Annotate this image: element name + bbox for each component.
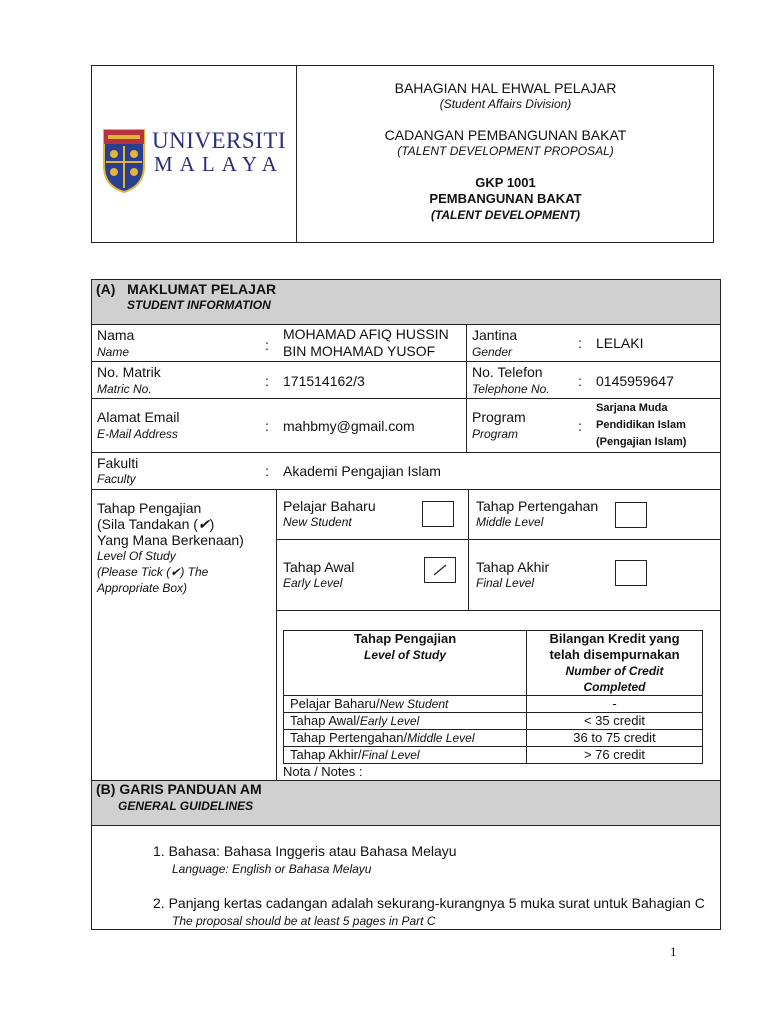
row-line (92, 398, 720, 399)
logo-line1: UNIVERSITI (152, 128, 287, 153)
colon: : (265, 337, 269, 353)
row-level-en: New Student (379, 697, 449, 711)
guideline-text: Panjang kertas cadangan adalah sekurang-kurangnya 5 muka surat untuk Bahagian C (168, 895, 705, 911)
row-line (92, 452, 720, 453)
row-level-en: Early Level (359, 714, 420, 728)
guideline-text: Bahasa: Bahasa Inggeris atau Bahasa Melayu (168, 843, 457, 859)
colon: : (265, 463, 269, 479)
guideline-item-2 (153, 895, 705, 911)
option-early-label: Tahap Awal (283, 559, 355, 575)
gender-label: Jantina (472, 327, 518, 343)
level-label-my3: Yang Mana Berkenaan) (97, 532, 244, 548)
level-label-my1: Tahap Pengajian (97, 500, 202, 516)
option-middle-label-en: Middle Level (476, 515, 544, 529)
col1-title: Tahap Pengajian (353, 631, 457, 646)
level-label (97, 500, 273, 596)
row-credit: - (527, 696, 703, 713)
matric-label: No. Matrik (97, 364, 161, 380)
col-line (466, 324, 467, 452)
level-label-my2-end: ) (209, 516, 215, 532)
row-credit: < 35 credit (527, 713, 703, 730)
program-value[interactable] (596, 400, 686, 451)
row-credit: > 76 credit (527, 747, 703, 764)
gender-value[interactable]: LELAKI (596, 335, 644, 351)
name-value-line2[interactable]: BIN MOHAMAD YUSOF (283, 343, 436, 359)
option-final-label-en: Final Level (476, 576, 535, 590)
division-my: BAHAGIAN HAL EHWAL PELAJAR (394, 80, 617, 96)
matric-value[interactable]: 171514162/3 (283, 373, 365, 389)
gender-label-en: Gender (472, 345, 513, 359)
tick-icon: ✔ (197, 516, 210, 532)
row-line (92, 361, 720, 362)
col1-subtitle: Level of Study (363, 648, 446, 662)
tick-icon: ✔ (170, 565, 181, 579)
level-label-en1: Level Of Study (97, 549, 176, 563)
program-value-line2: Pendidikan Islam (596, 419, 686, 431)
program-value-line3: (Pengajian Islam) (596, 436, 687, 448)
col-line (276, 489, 277, 780)
colon: : (265, 373, 269, 389)
guideline-num: 1. (153, 843, 165, 859)
level-label-en3: Appropriate Box) (97, 581, 188, 595)
program-value-line1: Sarjana Muda (596, 402, 668, 414)
faculty-label: Fakulti (97, 455, 139, 471)
notes-label: Nota / Notes : (283, 764, 363, 779)
page-number: 1 (670, 944, 677, 959)
email-label: Alamat Email (97, 409, 180, 425)
logo-line2: MALAYA (154, 152, 284, 176)
colon: : (578, 373, 582, 389)
col2-title1: Bilangan Kredit yang (549, 631, 680, 646)
col2-title2: telah disempurnakan (549, 647, 680, 662)
checkbox-new-student[interactable] (422, 501, 454, 527)
row-credit: 36 to 75 credit (527, 730, 703, 747)
credit-table (283, 630, 703, 764)
row-level-my: Tahap Awal/ (290, 713, 360, 728)
row-line (276, 610, 720, 611)
header-text (297, 80, 714, 223)
section-a-title: (A) MAKLUMAT PELAJAR (96, 281, 277, 297)
guideline-num: 2. (153, 895, 165, 911)
level-label-en2-end: ) The (180, 565, 209, 579)
col2-subtitle2: Completed (583, 680, 646, 694)
checkbox-early-level[interactable] (424, 557, 456, 583)
name-label-en: Name (97, 345, 130, 359)
level-label-en2-text: (Please Tick ( (97, 565, 171, 579)
colon: : (578, 335, 582, 351)
option-middle-label: Tahap Pertengahan (476, 498, 599, 514)
section-b-title: (B) GARIS PANDUAN AM (96, 781, 262, 797)
proposal-my: CADANGAN PEMBANGUNAN BAKAT (384, 127, 627, 143)
option-new-label: Pelajar Baharu (283, 498, 376, 514)
course-en: (TALENT DEVELOPMENT) (430, 208, 581, 222)
col-line (468, 489, 469, 611)
checkbox-final-level[interactable] (615, 560, 647, 586)
option-new-label-en: New Student (283, 515, 352, 529)
course-code: GKP 1001 (475, 175, 536, 190)
table-row (284, 730, 703, 747)
row-level (284, 747, 527, 764)
credit-table-col1 (284, 631, 527, 696)
row-level-my: Tahap Pertengahan/ (290, 730, 408, 745)
faculty-label-en: Faculty (97, 472, 136, 486)
division-en: (Student Affairs Division) (439, 97, 572, 111)
check-mark-icon (425, 558, 455, 582)
row-line (92, 489, 720, 490)
crest-icon (100, 126, 148, 194)
credit-table-col2 (527, 631, 703, 696)
guideline-item-1-en: Language: English or Bahasa Melayu (172, 862, 372, 876)
section-b-subtitle: GENERAL GUIDELINES (118, 799, 254, 813)
row-level-en: Final Level (361, 748, 420, 762)
program-label: Program (472, 409, 526, 425)
row-level-my: Pelajar Baharu/ (290, 696, 380, 711)
level-label-my2-text: (Sila Tandakan ( (97, 516, 198, 532)
guideline-item-1 (153, 843, 457, 859)
matric-label-en: Matric No. (97, 382, 152, 396)
phone-label-en: Telephone No. (472, 382, 550, 396)
name-value-line1[interactable]: MOHAMAD AFIQ HUSSIN (283, 326, 449, 342)
phone-label: No. Telefon (472, 364, 543, 380)
row-level (284, 713, 527, 730)
course-my: PEMBANGUNAN BAKAT (429, 191, 582, 206)
level-label-my2 (97, 516, 273, 532)
section-a-subtitle: STUDENT INFORMATION (127, 298, 271, 312)
email-value[interactable]: mahbmy@gmail.com (283, 418, 415, 434)
phone-value[interactable]: 0145959647 (596, 373, 674, 389)
colon: : (265, 418, 269, 434)
row-level (284, 730, 527, 747)
level-label-en2 (97, 564, 273, 580)
program-label-en: Program (472, 427, 519, 441)
proposal-en: (TALENT DEVELOPMENT PROPOSAL) (397, 144, 614, 158)
name-label: Nama (97, 327, 135, 343)
email-label-en: E-Mail Address (97, 427, 178, 441)
university-logo (100, 126, 292, 196)
row-level-en: Middle Level (407, 731, 475, 745)
option-final-label: Tahap Akhir (476, 559, 550, 575)
faculty-value[interactable]: Akademi Pengajian Islam (283, 463, 441, 479)
table-row (284, 747, 703, 764)
row-level (284, 696, 527, 713)
col2-subtitle1: Number of Credit (565, 664, 664, 678)
checkbox-middle-level[interactable] (615, 502, 647, 528)
table-row (284, 713, 703, 730)
credit-table-header (284, 631, 703, 696)
row-line (276, 539, 720, 540)
option-early-label-en: Early Level (283, 576, 343, 590)
row-level-my: Tahap Akhir/ (290, 747, 362, 762)
colon: : (578, 418, 582, 434)
table-row (284, 696, 703, 713)
guideline-item-2-en: The proposal should be at least 5 pages in Part C (172, 914, 436, 928)
